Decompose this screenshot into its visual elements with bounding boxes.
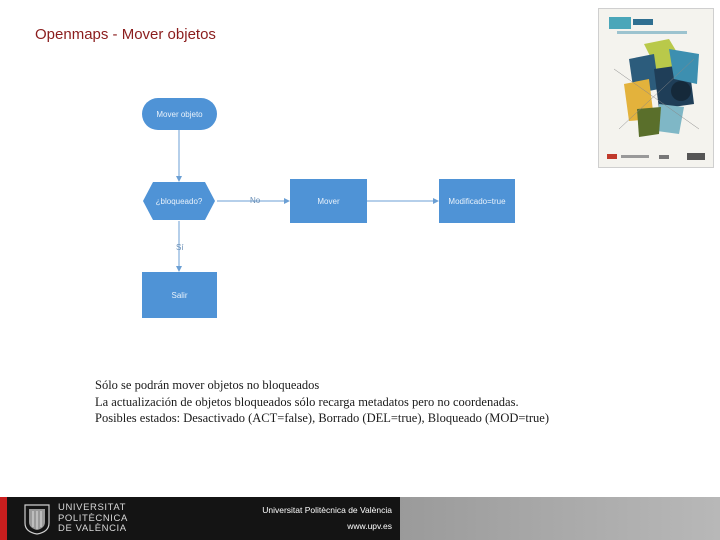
university-line: POLITÈCNICA (58, 512, 128, 524)
footer-institution: Universitat Politècnica de València (262, 505, 392, 515)
body-line: Posibles estados: Desactivado (ACT=false), Borrado (DEL=true), Bloqueado (MOD=true) (95, 411, 550, 425)
body-line: Sólo se podrán mover objetos no bloqueados (95, 378, 320, 392)
node-modified: Modificado=true (439, 179, 515, 223)
edge-label-yes: Sí (176, 243, 184, 252)
node-exit: Salir (142, 272, 217, 318)
footer-accent-bar (0, 497, 7, 540)
university-line: UNIVERSITAT (58, 502, 127, 513)
slide-title: Openmaps - Mover objetos (35, 26, 216, 43)
university-seal-icon (22, 503, 52, 535)
node-move: Mover (290, 179, 367, 223)
node-decision: ¿bloqueado? (155, 196, 203, 206)
edge-label-no: No (250, 196, 261, 205)
node-start: Mover objeto (142, 98, 217, 130)
body-line: La actualización de objetos bloqueados sólo recarga metadatos pero no coordenadas. (95, 394, 519, 409)
university-logo-text (58, 503, 128, 535)
university-line: DE VALÈNCIA (58, 523, 127, 534)
footer-website-link[interactable]: www.upv.es (347, 521, 392, 531)
body-text (95, 377, 655, 427)
